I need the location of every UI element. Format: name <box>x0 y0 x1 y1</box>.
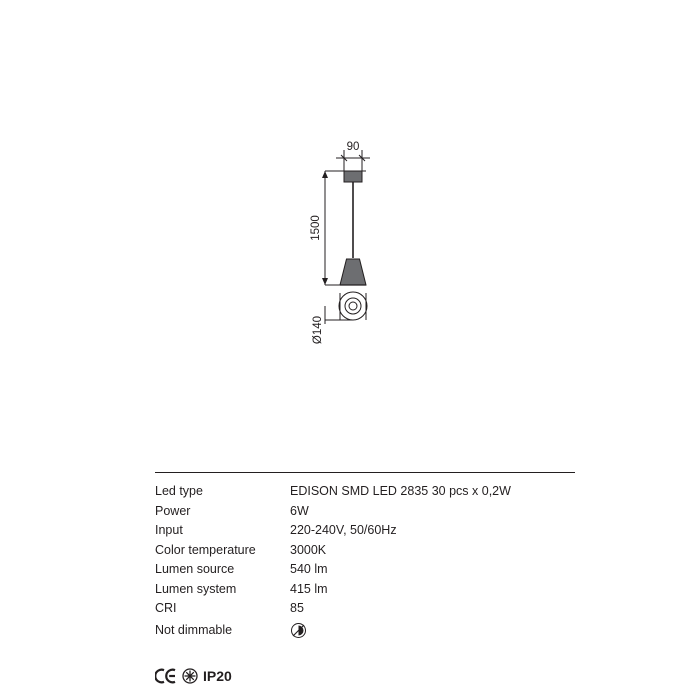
spec-value: EDISON SMD LED 2835 30 pcs x 0,2W <box>290 484 511 498</box>
spec-label: CRI <box>155 601 177 615</box>
spec-divider <box>155 472 575 473</box>
dim-label-diameter: Ø140 <box>312 315 324 345</box>
spec-value: 6W <box>290 503 309 518</box>
spec-value: 415 lm <box>290 581 328 596</box>
spec-value: 3000K <box>290 542 327 557</box>
spec-label: Not dimmable <box>155 622 233 637</box>
not-dimmable-icon <box>290 622 307 639</box>
lamp-shade <box>340 259 366 285</box>
specification-block <box>155 472 575 643</box>
spec-label: Power <box>155 503 191 518</box>
spec-label: Lumen source <box>155 562 235 576</box>
table-row <box>155 619 570 643</box>
spec-label: Color temperature <box>155 542 256 557</box>
table-row <box>155 599 570 619</box>
dim-label-top-width: 90 <box>346 141 360 153</box>
table-row <box>155 502 570 522</box>
arrow-top <box>322 171 328 178</box>
bottom-view-inner <box>349 302 357 310</box>
spec-label: Lumen system <box>155 581 237 596</box>
table-row <box>155 482 570 502</box>
certification-marks <box>155 668 232 684</box>
spec-value-icon <box>290 619 570 643</box>
class-2-icon <box>182 668 198 684</box>
spec-value: 540 lm <box>290 562 328 576</box>
table-row <box>155 541 570 561</box>
spec-value: 85 <box>290 601 304 615</box>
canopy <box>344 171 362 182</box>
ce-mark-icon <box>155 668 177 684</box>
table-row <box>155 560 570 580</box>
dim-label-drop: 1500 <box>310 215 322 241</box>
table-row <box>155 521 570 541</box>
spec-label: Input <box>155 523 183 537</box>
specification-table <box>155 482 570 643</box>
arrow-bottom <box>322 278 328 285</box>
ip-rating-label: IP20 <box>203 668 232 684</box>
table-row <box>155 580 570 600</box>
spec-value: 220-240V, 50/60Hz <box>290 523 397 537</box>
spec-label: Led type <box>155 484 203 498</box>
